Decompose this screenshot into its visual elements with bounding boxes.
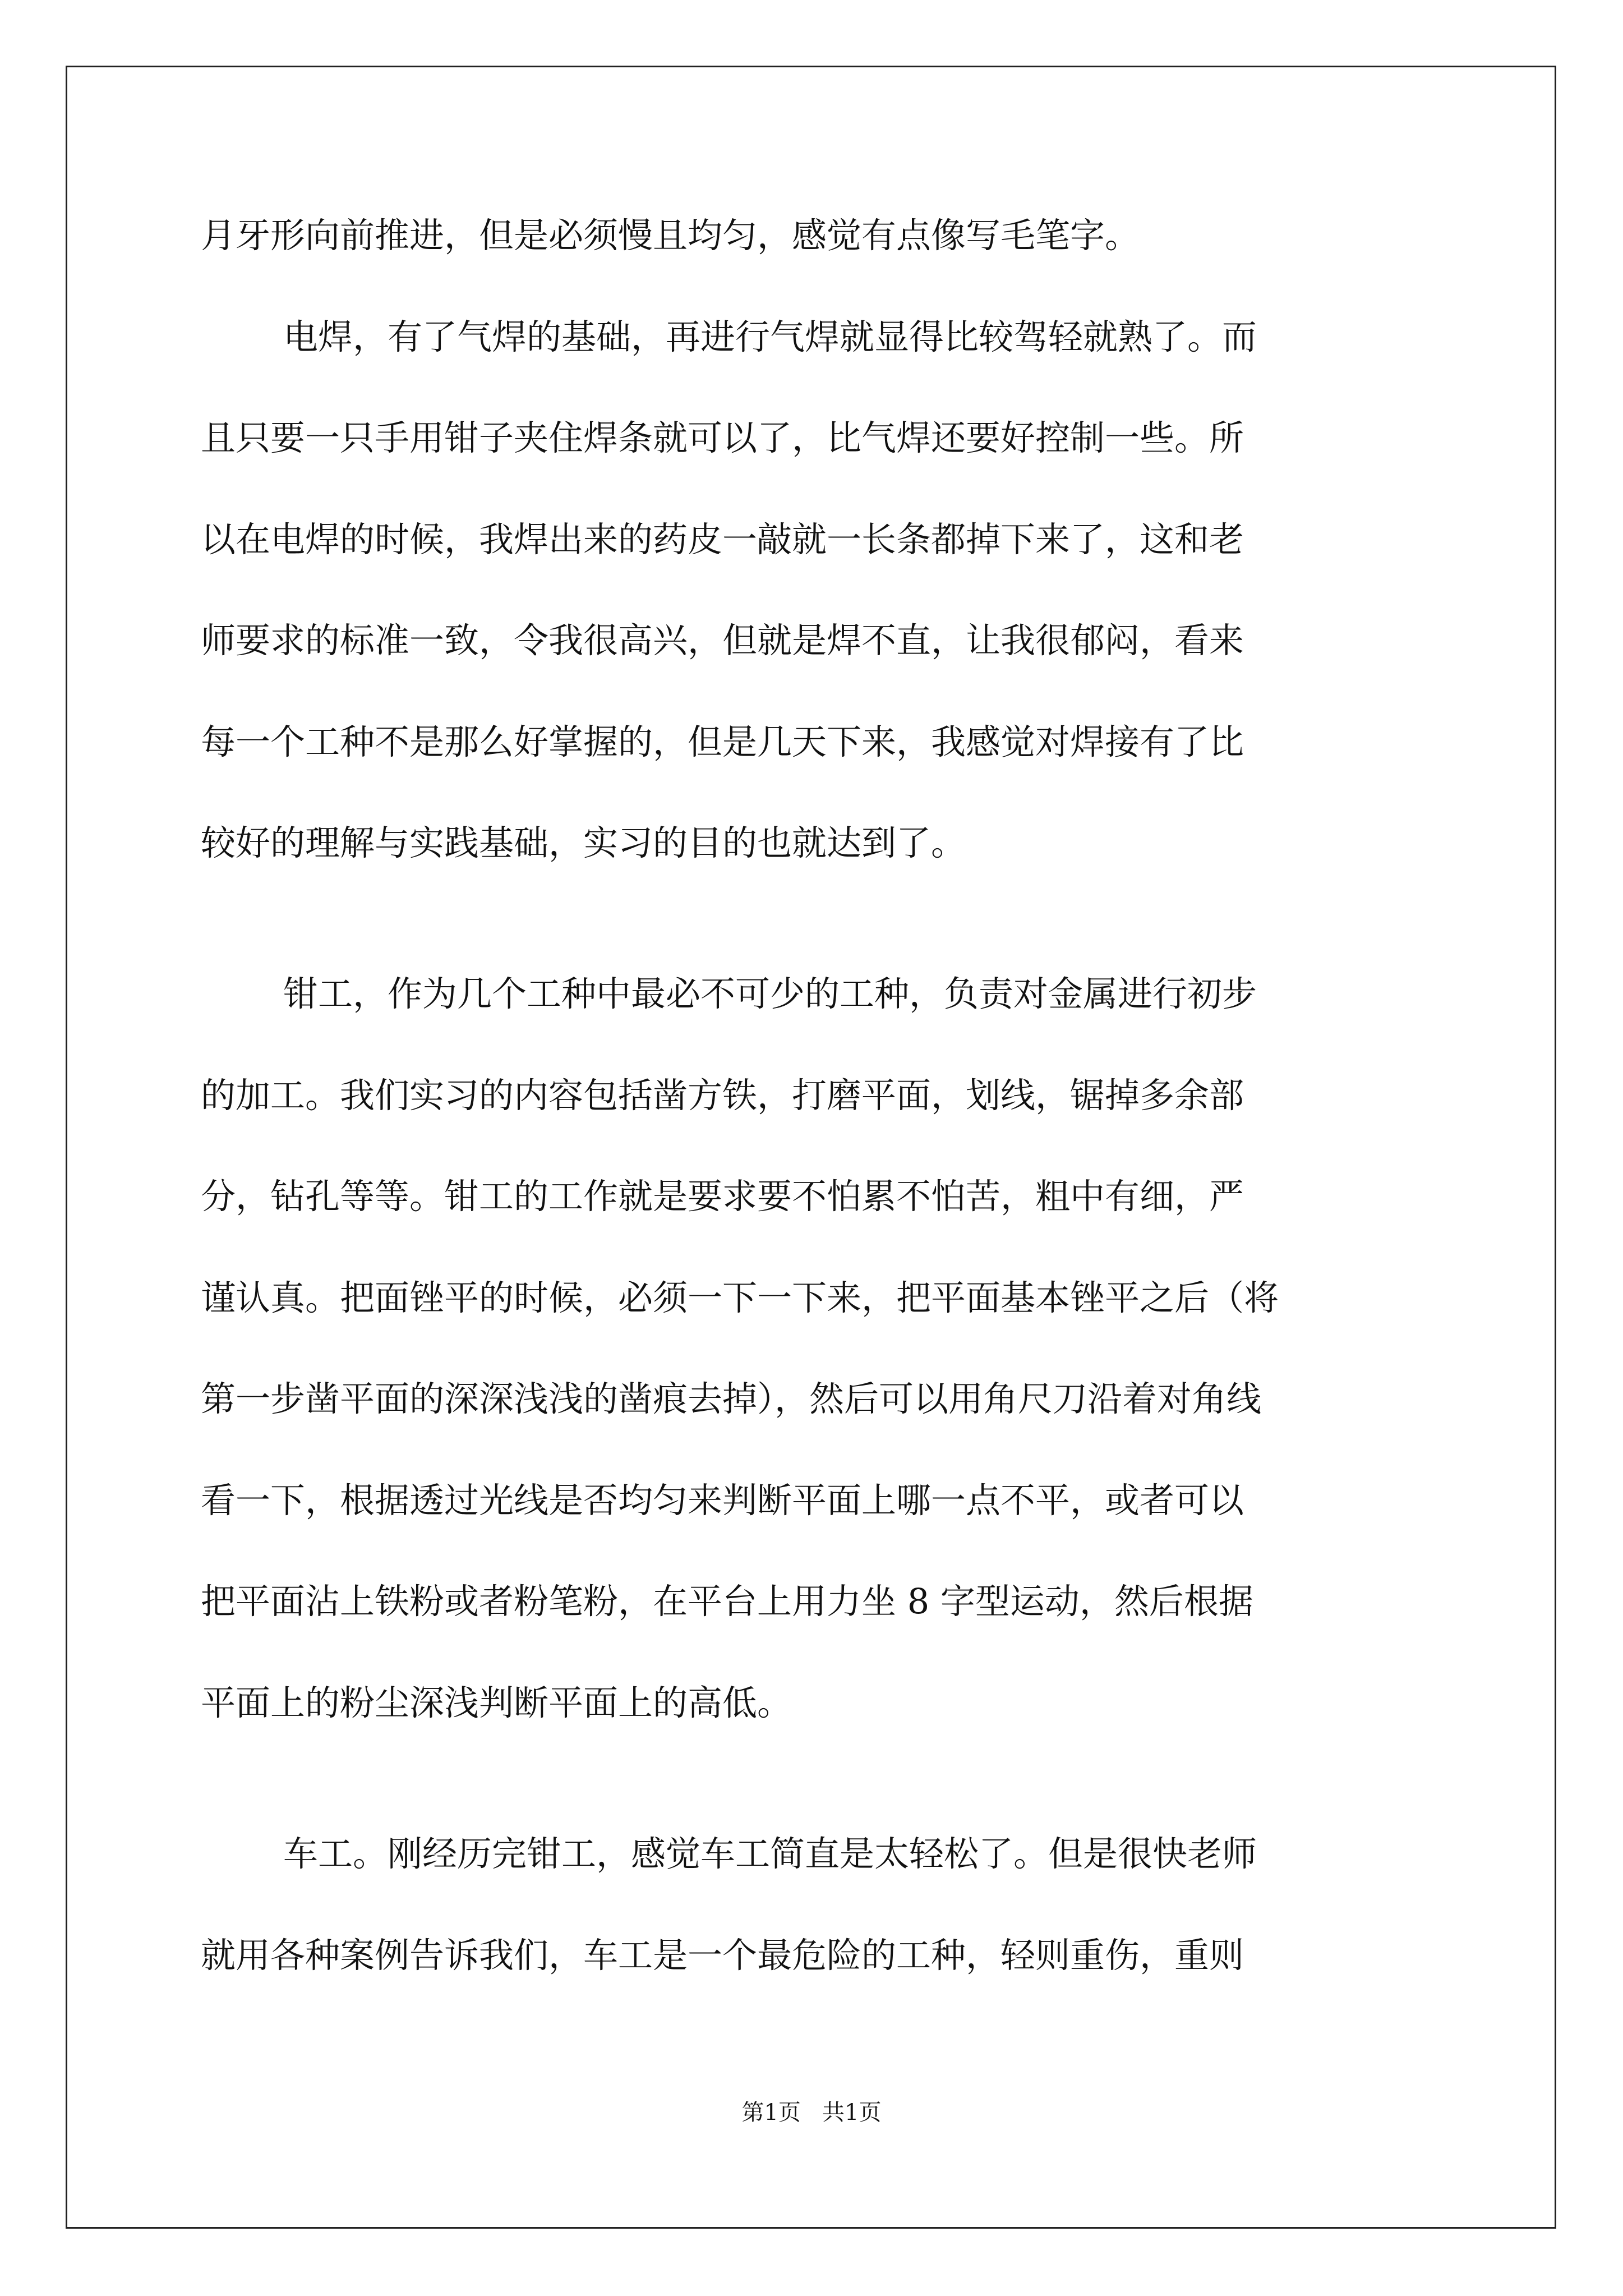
body-line: 看一下，根据透过光线是否均匀来判断平面上哪一点不平，或者可以	[201, 1480, 1244, 1521]
page-border	[66, 66, 1556, 2229]
body-line: 以在电焊的时候，我焊出来的药皮一敲就一长条都掉下来了，这和老	[201, 519, 1244, 560]
body-line: 的加工。我们实习的内容包括凿方铁，打磨平面，划线，锯掉多余部	[201, 1075, 1244, 1116]
body-line: 就用各种案例告诉我们，车工是一个最危险的工种，轻则重伤，重则	[201, 1935, 1244, 1976]
page-footer: 第1页 共1页	[741, 2100, 882, 2125]
body-line: 较好的理解与实践基础，实习的目的也就达到了。	[201, 822, 966, 863]
body-line: 分，钻孔等等。钳工的工作就是要求要不怕累不怕苦，粗中有细，严	[201, 1176, 1244, 1217]
body-line: 且只要一只手用钳子夹住焊条就可以了，比气焊还要好控制一些。所	[201, 417, 1244, 458]
body-line: 钳工，作为几个工种中最必不可少的工种，负责对金属进行初步	[283, 973, 1257, 1014]
body-line: 平面上的粉尘深浅判断平面上的高低。	[201, 1682, 792, 1723]
body-line: 每一个工种不是那么好掌握的，但是几天下来，我感觉对焊接有了比	[201, 721, 1244, 762]
body-line: 把平面沾上铁粉或者粉笔粉，在平台上用力坐 8 字型运动，然后根据	[201, 1581, 1253, 1622]
body-line: 车工。刚经历完钳工，感觉车工简直是太轻松了。但是很快老师	[283, 1833, 1257, 1874]
body-line: 月牙形向前推进，但是必须慢且均匀，感觉有点像写毛笔字。	[201, 215, 1140, 256]
body-line: 第一步凿平面的深深浅浅的凿痕去掉），然后可以用角尺刀沿着对角线	[201, 1378, 1262, 1419]
body-line: 谨认真。把面锉平的时候，必须一下一下来，把平面基本锉平之后（将	[201, 1277, 1279, 1318]
body-line: 师要求的标准一致，令我很高兴，但就是焊不直，让我很郁闷，看来	[201, 620, 1244, 661]
body-line: 电焊，有了气焊的基础，再进行气焊就显得比较驾轻就熟了。而	[283, 316, 1257, 357]
